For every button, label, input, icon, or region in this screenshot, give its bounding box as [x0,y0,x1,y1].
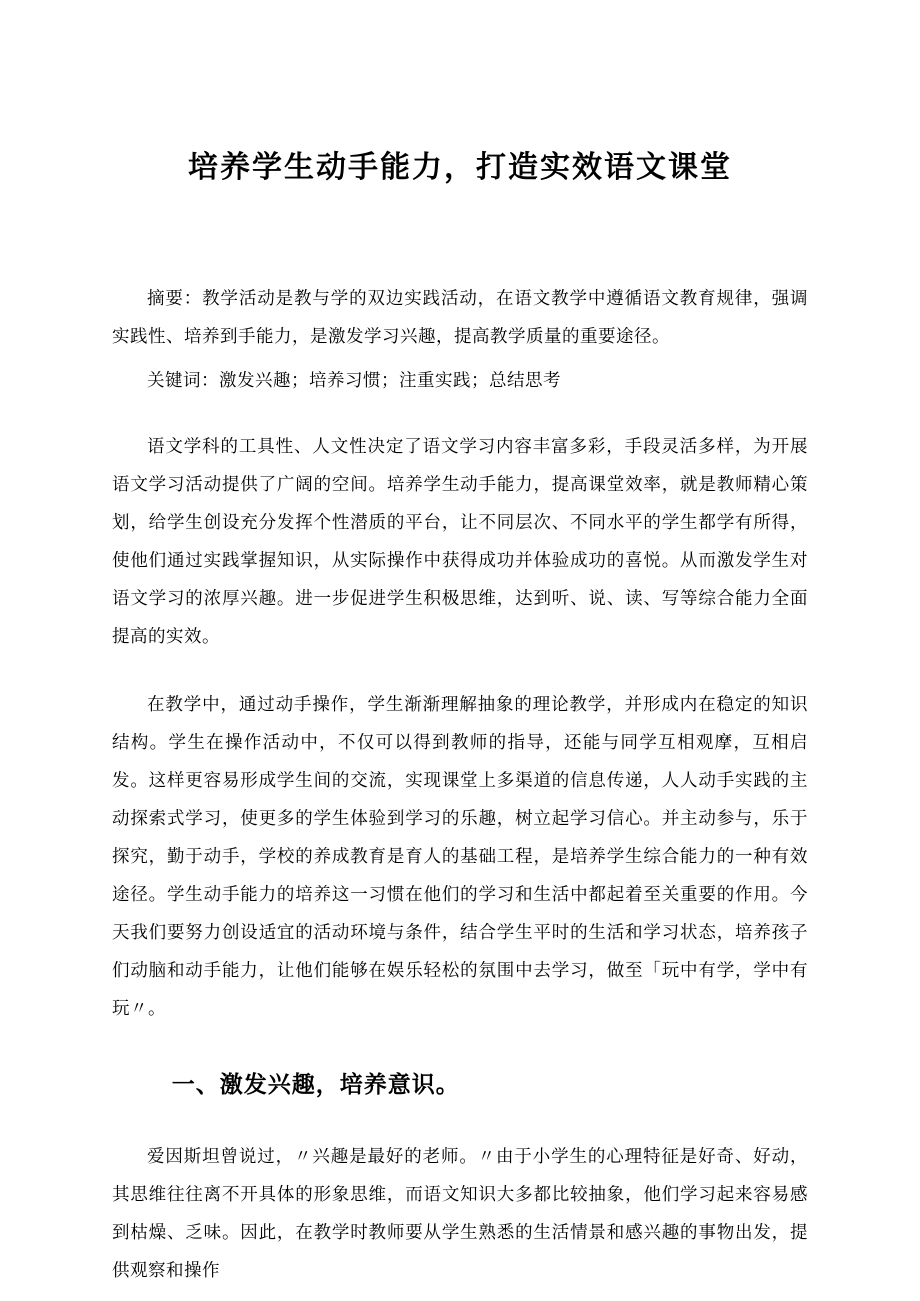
document-title: 培养学生动手能力，打造实效语文课堂 [188,151,732,184]
body-paragraph-3: 爱因斯坦曾说过，〃兴趣是最好的老师。〃由于小学生的心理特征是好奇、好动，其思维往往离不开具体的形象思维，而语文知识大多都比较抽象，他们学习起来容易感到枯燥、乏味。因此，在教学时教师要从学生熟悉的生活情景和感兴趣的事物出发，提供观察和操作 [112,1146,808,1281]
keywords-paragraph: 关键词：激发兴趣；培养习惯；注重实践；总结思考 [147,370,561,390]
body-paragraph-1: 语文学科的工具性、人文性决定了语文学习内容丰富多彩，手段灵活多样，为开展语文学习活动提供了广阔的空间。培养学生动手能力，提高课堂效率，就是教师精心策划，给学生创设充分发挥个性潜质的平台，让不同层次、不同水平的学生都学有所得，使他们通过实践掌握知识，从实际操作中获得成功并体验成功的喜悦。从而激发学生对语文学习的浓厚兴趣。进一步促进学生积极思维，达到听、说、读、写等综合能力全面提高的实效。 [112,436,808,646]
abstract-paragraph: 摘要：教学活动是教与学的双边实践活动，在语文教学中遵循语文教育规律，强调实践性、培养到手能力，是激发学习兴趣，提高教学质量的重要途径。 [112,288,808,346]
section-heading-1: 一、激发兴趣，培养意识。 [171,1072,460,1097]
body-paragraph-2: 在教学中，通过动手操作，学生渐渐理解抽象的理论教学，并形成内在稳定的知识结构。学生在操作活动中，不仅可以得到教师的指导，还能与同学互相观摩，互相启发。这样更容易形成学生间的交流，实现课堂上多渠道的信息传递，人人动手实践的主动探索式学习，使更多的学生体验到学习的乐趣，树立起学习信心。并主动参与，乐于探究，勤于动手，学校的养成教育是育人的基础工程，是培养学生综合能力的一种有效途径。学生动手能力的培养这一习惯在他们的学习和生活中都起着至关重要的作用。今天我们要努力创设适宜的活动环境与条件，结合学生平时的生活和学习状态，培养孩子们动脑和动手能力，让他们能够在娱乐轻松的氛围中去学习，做至「玩中有学，学中有玩〃。 [112,694,808,1018]
